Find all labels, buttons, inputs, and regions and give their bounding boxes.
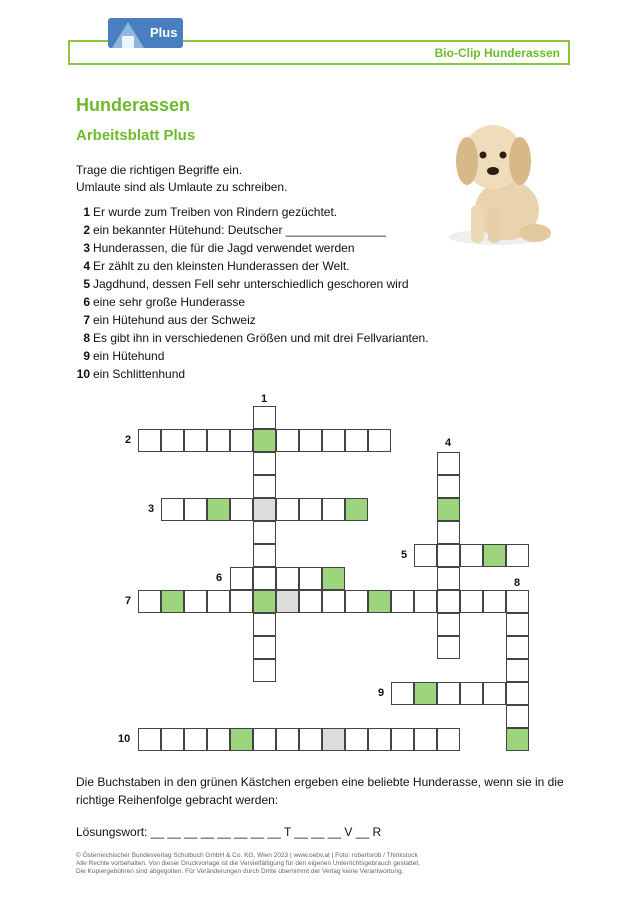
page-title: Hunderassen	[76, 95, 191, 115]
crossword-cell[interactable]	[391, 682, 414, 705]
crossword-cell[interactable]	[414, 682, 437, 705]
crossword-cell[interactable]	[368, 590, 391, 613]
crossword-cell[interactable]	[460, 544, 483, 567]
grid-number: 6	[216, 572, 223, 584]
clue-text: eine sehr große Hunderasse	[93, 295, 246, 309]
grid-number: 4	[445, 437, 452, 449]
clue-number: 7	[83, 313, 90, 327]
copyright-3: Die Kopiergebühren sind abgegolten. Für Veränderungen durch Dritte übernimmt der Verlag keine Verantwortung.	[76, 868, 404, 875]
crossword-cell[interactable]	[253, 613, 276, 636]
crossword-cell[interactable]	[138, 429, 161, 452]
grid-number: 1	[261, 393, 268, 405]
crossword-cell[interactable]	[414, 544, 437, 567]
crossword-cell[interactable]	[253, 452, 276, 475]
footer-text-2: richtige Reihenfolge gebracht werden:	[76, 793, 279, 807]
crossword-cell[interactable]	[437, 613, 460, 636]
header-title: Bio-Clip Hunderassen	[434, 46, 560, 60]
clue-number: 1	[83, 205, 90, 219]
clue-text: Er wurde zum Treiben von Rindern gezüchtet.	[93, 205, 338, 219]
clue-text: Er zählt zu den kleinsten Hunderassen der Welt.	[93, 259, 350, 273]
crossword-cell[interactable]	[299, 498, 322, 521]
crossword-cell[interactable]	[345, 429, 368, 452]
crossword-cell[interactable]	[276, 590, 299, 613]
crossword-cell[interactable]	[184, 429, 207, 452]
logo	[108, 18, 183, 54]
crossword-cell[interactable]	[161, 728, 184, 751]
crossword-cell[interactable]	[299, 567, 322, 590]
crossword-cell[interactable]	[276, 567, 299, 590]
grid-number: 10	[118, 733, 131, 745]
clue-number: 6	[83, 295, 90, 309]
crossword-cell[interactable]	[230, 429, 253, 452]
clue-text: Jagdhund, dessen Fell sehr unterschiedlich geschoren wird	[93, 277, 409, 291]
crossword-cell[interactable]	[253, 475, 276, 498]
crossword-cell[interactable]	[483, 590, 506, 613]
crossword-cell[interactable]	[368, 728, 391, 751]
crossword-cell[interactable]	[253, 590, 276, 613]
clue-10	[76, 367, 185, 381]
logo-text: Plus	[150, 25, 178, 40]
crossword-cell[interactable]	[506, 636, 529, 659]
crossword-cell[interactable]	[161, 498, 184, 521]
grid-number: 2	[125, 434, 132, 446]
crossword-cell[interactable]	[506, 613, 529, 636]
crossword-cell[interactable]	[230, 567, 253, 590]
clue-text: ein bekannter Hütehund: Deutscher _______________	[93, 223, 386, 237]
crossword-cell[interactable]	[460, 590, 483, 613]
crossword-cell[interactable]	[322, 590, 345, 613]
clue-number: 3	[83, 241, 90, 255]
crossword-cell[interactable]	[437, 475, 460, 498]
crossword-cell[interactable]	[299, 429, 322, 452]
clue-9	[76, 349, 164, 363]
crossword-cell[interactable]	[322, 567, 345, 590]
crossword-cell[interactable]	[483, 682, 506, 705]
crossword-cell[interactable]	[276, 498, 299, 521]
page-subtitle: Arbeitsblatt Plus	[76, 127, 196, 144]
crossword-cell[interactable]	[391, 728, 414, 751]
crossword-cell[interactable]	[184, 590, 207, 613]
crossword-cell[interactable]	[414, 590, 437, 613]
crossword-cell[interactable]	[253, 636, 276, 659]
crossword-cell[interactable]	[276, 429, 299, 452]
clue-3	[76, 241, 355, 255]
crossword-cell[interactable]	[437, 544, 460, 567]
crossword-cell[interactable]	[345, 728, 368, 751]
clue-text: ein Hütehund aus der Schweiz	[93, 313, 256, 327]
crossword-cell[interactable]	[299, 590, 322, 613]
clue-1	[76, 205, 337, 219]
crossword-cell[interactable]	[506, 659, 529, 682]
grid-number: 7	[125, 595, 132, 607]
crossword-cell[interactable]	[161, 429, 184, 452]
intro-line-1: Trage die richtigen Begriffe ein.	[76, 163, 243, 177]
crossword-cell[interactable]	[253, 498, 276, 521]
clue-5	[76, 277, 409, 291]
clue-2	[76, 223, 386, 237]
crossword-cell[interactable]	[437, 567, 460, 590]
clue-number: 2	[83, 223, 90, 237]
clue-4	[76, 259, 350, 273]
crossword-cell[interactable]	[253, 521, 276, 544]
crossword-cell[interactable]	[506, 682, 529, 705]
crossword-cell[interactable]	[207, 429, 230, 452]
solution-line: Lösungswort: __ __ __ __ __ __ __ __ T __ __ __ V __ R	[76, 825, 382, 839]
crossword-cell[interactable]	[437, 498, 460, 521]
crossword-cell[interactable]	[207, 590, 230, 613]
copyright-1: © Österreichischer Bundesverlag Schulbuch GmbH & Co. KG, Wien 2023 | www.oebv.at | Foto: robertsrob / Thinkstock	[76, 852, 418, 859]
copyright-2: Alle Rechte vorbehalten. Von dieser Druckvorlage ist die Vervielfältigung für den eigenen Unterrichtsgebrauch gestattet.	[76, 860, 420, 867]
crossword-cell[interactable]	[207, 498, 230, 521]
clue-7	[76, 313, 256, 327]
crossword-cell[interactable]	[322, 429, 345, 452]
crossword-cell[interactable]	[414, 728, 437, 751]
crossword-cell[interactable]	[345, 590, 368, 613]
clue-8	[76, 331, 429, 345]
crossword-cell[interactable]	[460, 682, 483, 705]
crossword-cell[interactable]	[368, 429, 391, 452]
crossword-cell[interactable]	[253, 567, 276, 590]
clue-number: 5	[83, 277, 90, 291]
crossword-cell[interactable]	[437, 682, 460, 705]
crossword-cell[interactable]	[437, 521, 460, 544]
crossword-cell[interactable]	[437, 636, 460, 659]
crossword-cell[interactable]	[230, 590, 253, 613]
crossword-cell[interactable]	[437, 590, 460, 613]
crossword-cell[interactable]	[506, 728, 529, 751]
crossword-cell[interactable]	[345, 498, 368, 521]
crossword-cell[interactable]	[161, 590, 184, 613]
crossword-cell[interactable]	[322, 498, 345, 521]
crossword-cell[interactable]	[230, 498, 253, 521]
clue-number: 8	[83, 331, 90, 345]
crossword-cell[interactable]	[230, 728, 253, 751]
crossword-cell[interactable]	[437, 728, 460, 751]
crossword-cell[interactable]	[138, 590, 161, 613]
crossword-cell[interactable]	[506, 705, 529, 728]
crossword-cell[interactable]	[184, 498, 207, 521]
crossword-cell[interactable]	[391, 590, 414, 613]
clue-number: 9	[83, 349, 90, 363]
crossword-cell[interactable]	[138, 728, 161, 751]
grid-number: 5	[401, 549, 408, 561]
footer-text-1: Die Buchstaben in den grünen Kästchen ergeben eine beliebte Hunderasse, wenn sie in die	[76, 775, 564, 789]
grid-number: 3	[148, 503, 155, 515]
grid-number: 8	[514, 577, 521, 589]
crossword-cell[interactable]	[253, 659, 276, 682]
crossword-cell[interactable]	[253, 544, 276, 567]
crossword-cell[interactable]	[253, 429, 276, 452]
crossword-cell[interactable]	[437, 452, 460, 475]
crossword-cell[interactable]	[276, 728, 299, 751]
clue-text: Hunderassen, die für die Jagd verwendet werden	[93, 241, 355, 255]
clue-number: 10	[76, 367, 90, 381]
crossword-cell[interactable]	[506, 544, 529, 567]
clue-text: ein Schlittenhund	[93, 367, 186, 381]
crossword-cell[interactable]	[506, 590, 529, 613]
crossword-cell[interactable]	[253, 728, 276, 751]
intro-line-2: Umlaute sind als Umlaute zu schreiben.	[76, 180, 288, 194]
crossword-cell[interactable]	[299, 728, 322, 751]
crossword-cell[interactable]	[184, 728, 207, 751]
crossword-cell[interactable]	[322, 728, 345, 751]
clue-number: 4	[83, 259, 90, 273]
clue-text: ein Hütehund	[93, 349, 165, 363]
grid-number: 9	[378, 687, 385, 699]
crossword-cell[interactable]	[207, 728, 230, 751]
clue-text: Es gibt ihn in verschiedenen Größen und mit drei Fellvarianten.	[93, 331, 429, 345]
crossword-cell[interactable]	[253, 406, 276, 429]
puppy-image	[425, 105, 565, 255]
clue-6	[76, 295, 245, 309]
crossword-cell[interactable]	[483, 544, 506, 567]
